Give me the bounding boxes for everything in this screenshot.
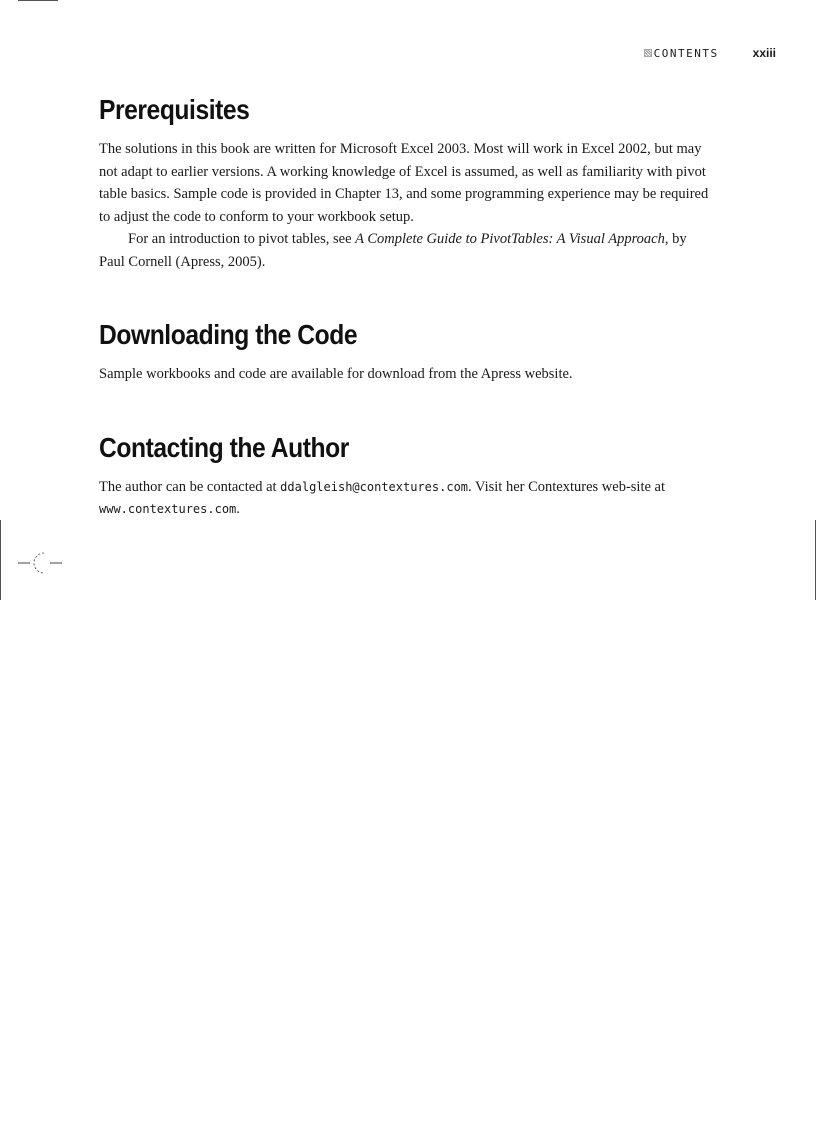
email-address: ddalgleish@contextures.com [280,479,469,494]
paragraph: The solutions in this book are written for Microsoft Excel 2003. Most will work in Excel 2002, but may not adapt to earlier versions. A working knowledge of Excel is assumed, as well as familiarity with pivot table basics. Sample code is provided in Chapter 13, and some programming experience may be required to adjust the code to conform to your workbook setup. [99,141,709,225]
section-downloading-code [99,319,715,386]
running-head-section [644,47,719,60]
text-run: For an introduction to pivot tables, see [128,231,356,247]
section-heading: Prerequisites [99,94,250,125]
paragraph: Sample workbooks and code are available for download from the Apress website. [99,366,573,382]
paragraph [99,228,715,273]
running-head [600,45,776,61]
text-run: The author can be contacted at [99,478,281,495]
section-heading: Downloading the Code [99,319,358,350]
paragraph [99,476,715,521]
text-run: . Visit her Contextures web-site at [468,478,666,495]
section-contacting-author [99,432,715,521]
text-run: . [236,501,240,517]
running-head-section-label: CONTENTS [653,46,719,60]
square-bullet-icon [644,49,652,57]
website-address: www.contextures.com [99,502,237,516]
book-title: A Complete Guide to PivotTables: A Visual Approach [355,231,665,247]
section-prerequisites [99,94,715,273]
crop-mark-top [18,0,58,1]
text-run: , by Paul Cornell (Apress, 2005). [99,231,687,270]
crop-mark-left [0,520,1,600]
page-content [99,94,715,567]
page-number: xxiii [752,46,776,60]
registration-mark-icon [18,548,62,578]
section-heading: Contacting the Author [99,431,349,463]
